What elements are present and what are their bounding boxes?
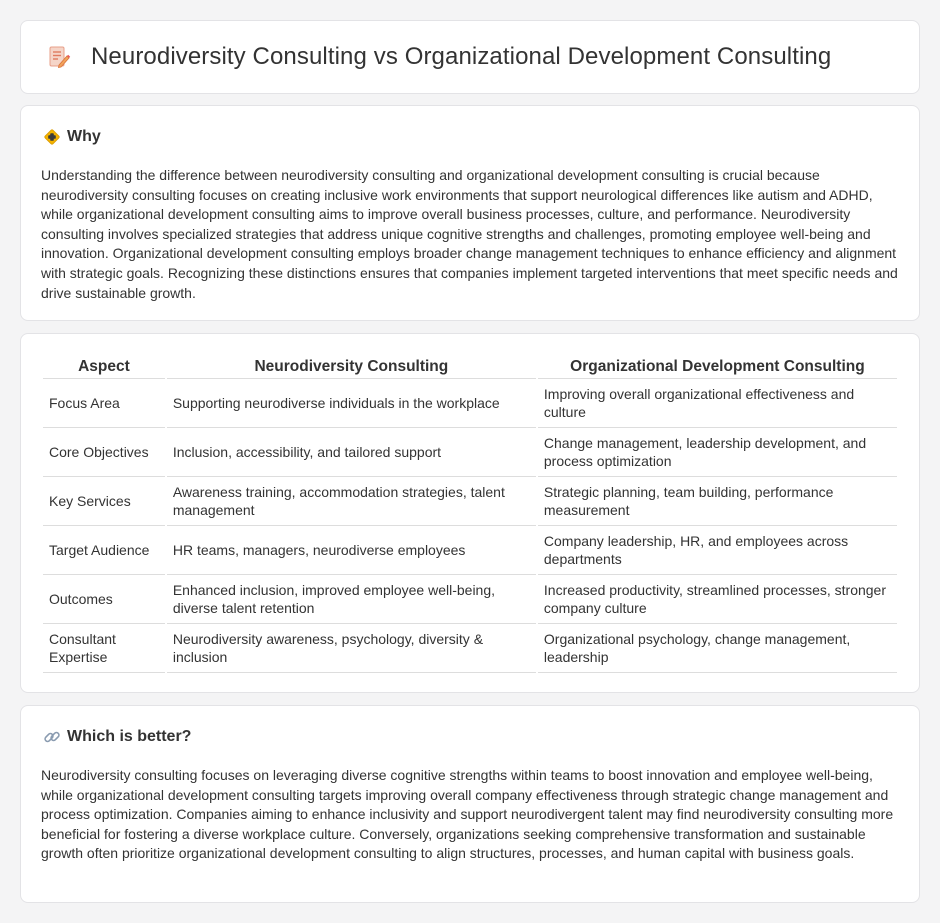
- table-row: [43, 624, 897, 673]
- cell-aspect: Consultant Expertise: [43, 624, 165, 673]
- cell-neurodiversity: Neurodiversity awareness, psychology, diversity & inclusion: [167, 624, 536, 673]
- header-card: [20, 20, 920, 94]
- why-title: Why: [67, 128, 101, 145]
- cell-neurodiversity: HR teams, managers, neurodiverse employees: [167, 526, 536, 575]
- cell-aspect: Key Services: [43, 477, 165, 526]
- cell-aspect: Target Audience: [43, 526, 165, 575]
- cell-neurodiversity: Supporting neurodiverse individuals in the workplace: [167, 379, 536, 428]
- document-pencil-icon: [47, 45, 71, 69]
- why-body: Understanding the difference between neurodiversity consulting and organizational development consulting is crucial because neurodiversity consulting focuses on creating inclusive work environments that support neurological differences like autism and ADHD, while organizational development consulting aims to improve overall business processes, culture, and performance. Neurodiversity consulting involves specialized strategies that address unique cognitive strengths and challenges, promoting employee well-being and innovation. Organizational development consulting employs broader change management techniques to enhance efficiency and alignment with strategic goals. Recognizing these distinctions ensures that companies implement targeted interventions that meet specific needs and drive sustainable growth.: [41, 167, 898, 301]
- cell-org-development: Organizational psychology, change management, leadership: [538, 624, 897, 673]
- page-title: Neurodiversity Consulting vs Organizational Development Consulting: [91, 43, 832, 70]
- cell-org-development: Improving overall organizational effectiveness and culture: [538, 379, 897, 428]
- which-is-better-section: [20, 705, 920, 903]
- comparison-table: [41, 354, 899, 673]
- cell-org-development: Increased productivity, streamlined processes, stronger company culture: [538, 575, 897, 624]
- cell-neurodiversity: Inclusion, accessibility, and tailored support: [167, 428, 536, 477]
- cell-aspect: Core Objectives: [43, 428, 165, 477]
- header-aspect: Aspect: [43, 354, 165, 379]
- cell-neurodiversity: Enhanced inclusion, improved employee well-being, diverse talent retention: [167, 575, 536, 624]
- link-icon: [43, 728, 61, 746]
- cell-aspect: Outcomes: [43, 575, 165, 624]
- cell-org-development: Change management, leadership development, and process optimization: [538, 428, 897, 477]
- table-row: [43, 526, 897, 575]
- which-is-better-title: Which is better?: [67, 728, 192, 745]
- cell-org-development: Company leadership, HR, and employees across departments: [538, 526, 897, 575]
- comparison-card: [20, 333, 920, 693]
- header-org-development: Organizational Development Consulting: [538, 354, 897, 379]
- header-neurodiversity: Neurodiversity Consulting: [167, 354, 536, 379]
- cell-aspect: Focus Area: [43, 379, 165, 428]
- which-is-better-body: Neurodiversity consulting focuses on leveraging diverse cognitive strengths within teams to boost innovation and employee well-being, while organizational development consulting targets improving overall company effectiveness through strategic change management and process optimization. Companies aiming to enhance inclusivity and support neurodivergent talent may find neurodiversity consulting more beneficial for fostering a diverse workplace culture. Conversely, organizations seeking comprehensive transformation and sustainable growth often prioritize organizational development consulting to align structures, processes, and human capital with business goals.: [41, 767, 894, 862]
- why-section: [20, 105, 920, 321]
- table-row: [43, 575, 897, 624]
- cell-neurodiversity: Awareness training, accommodation strategies, talent management: [167, 477, 536, 526]
- cell-org-development: Strategic planning, team building, performance measurement: [538, 477, 897, 526]
- table-row: [43, 379, 897, 428]
- table-row: [43, 477, 897, 526]
- table-row: [43, 428, 897, 477]
- table-header-row: [43, 354, 897, 379]
- diamond-sign-icon: [43, 128, 61, 146]
